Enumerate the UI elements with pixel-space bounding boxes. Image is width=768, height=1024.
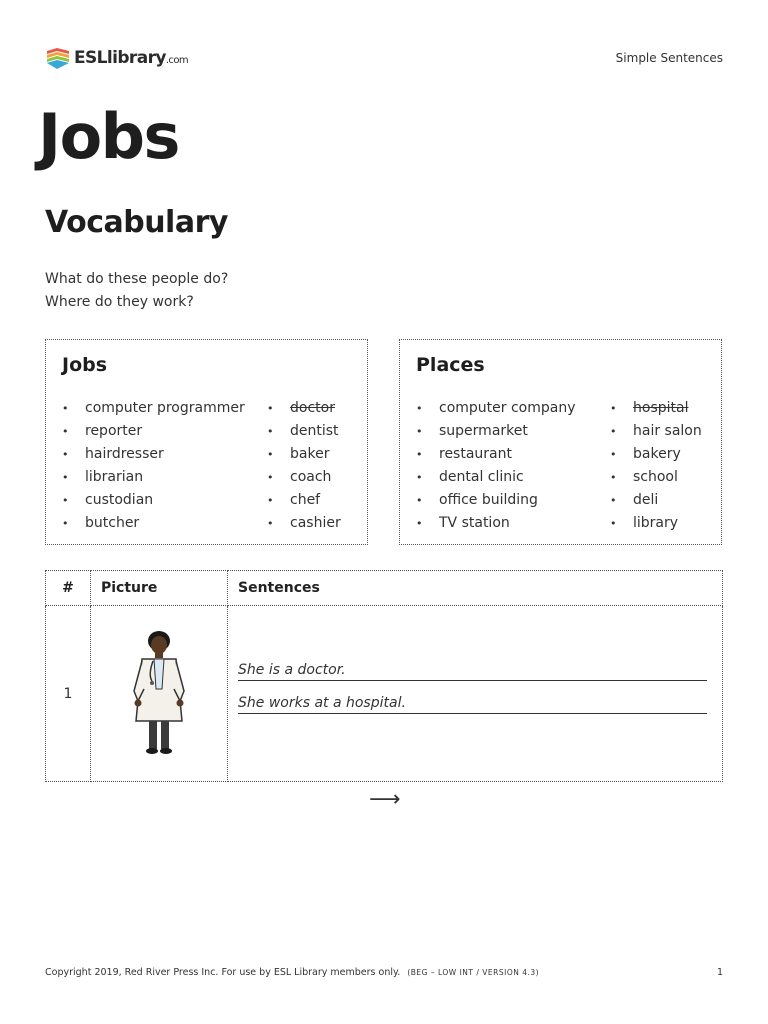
list-item: • butcher [62,512,245,535]
bullet-icon: • [610,402,617,415]
list-item: • supermarket [416,420,576,443]
bullet-icon: • [416,471,423,484]
row-number: 1 [46,606,91,782]
list-item: • restaurant [416,443,576,466]
sentence-line[interactable]: She is a doctor. [238,662,707,681]
intro-question: Where do they work? [45,294,194,310]
table-header-row [46,571,723,606]
places-box-heading: Places [416,354,485,376]
jobs-box-heading: Jobs [62,354,108,376]
section-title: Vocabulary [45,205,228,240]
jobs-list-left [62,397,245,535]
list-item: • office building [416,489,576,512]
jobs-list-right [267,397,341,535]
list-item: • hairdresser [62,443,245,466]
bullet-icon: • [267,402,274,415]
bullet-icon: • [416,448,423,461]
page-footer [45,967,723,978]
version-text: (BEG – LOW INT / VERSION 4.3) [407,968,540,977]
places-vocabulary-box [399,339,722,545]
doctor-illustration [96,629,222,759]
sentences-cell [228,606,723,782]
bullet-icon: • [62,425,69,438]
bullet-icon: • [610,425,617,438]
picture-cell [91,606,228,782]
page-title: Jobs [38,100,179,173]
bullet-icon: • [416,425,423,438]
logo-text: ESLlibrary.com [74,48,188,68]
bullet-icon: • [416,402,423,415]
sentences-table [45,570,723,782]
list-item-crossed-out: • doctor [267,397,341,420]
bullet-icon: • [610,448,617,461]
list-item: • reporter [62,420,245,443]
list-item: • chef [267,489,341,512]
bullet-icon: • [267,448,274,461]
column-header-number: # [46,571,91,606]
bullet-icon: • [62,402,69,415]
bullet-icon: • [610,471,617,484]
bullet-icon: • [267,494,274,507]
esl-library-logo [45,44,188,72]
bullet-icon: • [62,471,69,484]
list-item: • dentist [267,420,341,443]
list-item: • deli [610,489,702,512]
list-item: • school [610,466,702,489]
bullet-icon: • [62,494,69,507]
list-item: • librarian [62,466,245,489]
page-number: 1 [716,967,723,978]
list-item: • dental clinic [416,466,576,489]
list-item: • custodian [62,489,245,512]
bullet-icon: • [610,517,617,530]
page-header [45,44,723,74]
list-item: • computer company [416,397,576,420]
lesson-topic: Simple Sentences [615,51,723,65]
jobs-vocabulary-box [45,339,368,545]
copyright-text: Copyright 2019, Red River Press Inc. For use by ESL Library members only. [45,967,401,978]
list-item-crossed-out: • hospital [610,397,702,420]
list-item: • bakery [610,443,702,466]
list-item: • TV station [416,512,576,535]
list-item: • cashier [267,512,341,535]
intro-question: What do these people do? [45,271,229,287]
bullet-icon: • [62,448,69,461]
bullet-icon: • [610,494,617,507]
table-row [46,606,723,782]
bullet-icon: • [62,517,69,530]
column-header-picture: Picture [91,571,228,606]
intro-questions [45,268,228,314]
column-header-sentences: Sentences [228,571,723,606]
places-list-left [416,397,576,535]
bullet-icon: • [416,494,423,507]
sentence-line[interactable]: She works at a hospital. [238,695,707,714]
bullet-icon: • [267,471,274,484]
bullet-icon: • [267,425,274,438]
places-list-right [610,397,702,535]
bullet-icon: • [267,517,274,530]
list-item: • computer programmer [62,397,245,420]
logo-book-icon [45,45,71,71]
list-item: • library [610,512,702,535]
bullet-icon: • [416,517,423,530]
list-item: • baker [267,443,341,466]
next-arrow-icon: ⟶ [369,787,401,812]
list-item: • coach [267,466,341,489]
list-item: • hair salon [610,420,702,443]
